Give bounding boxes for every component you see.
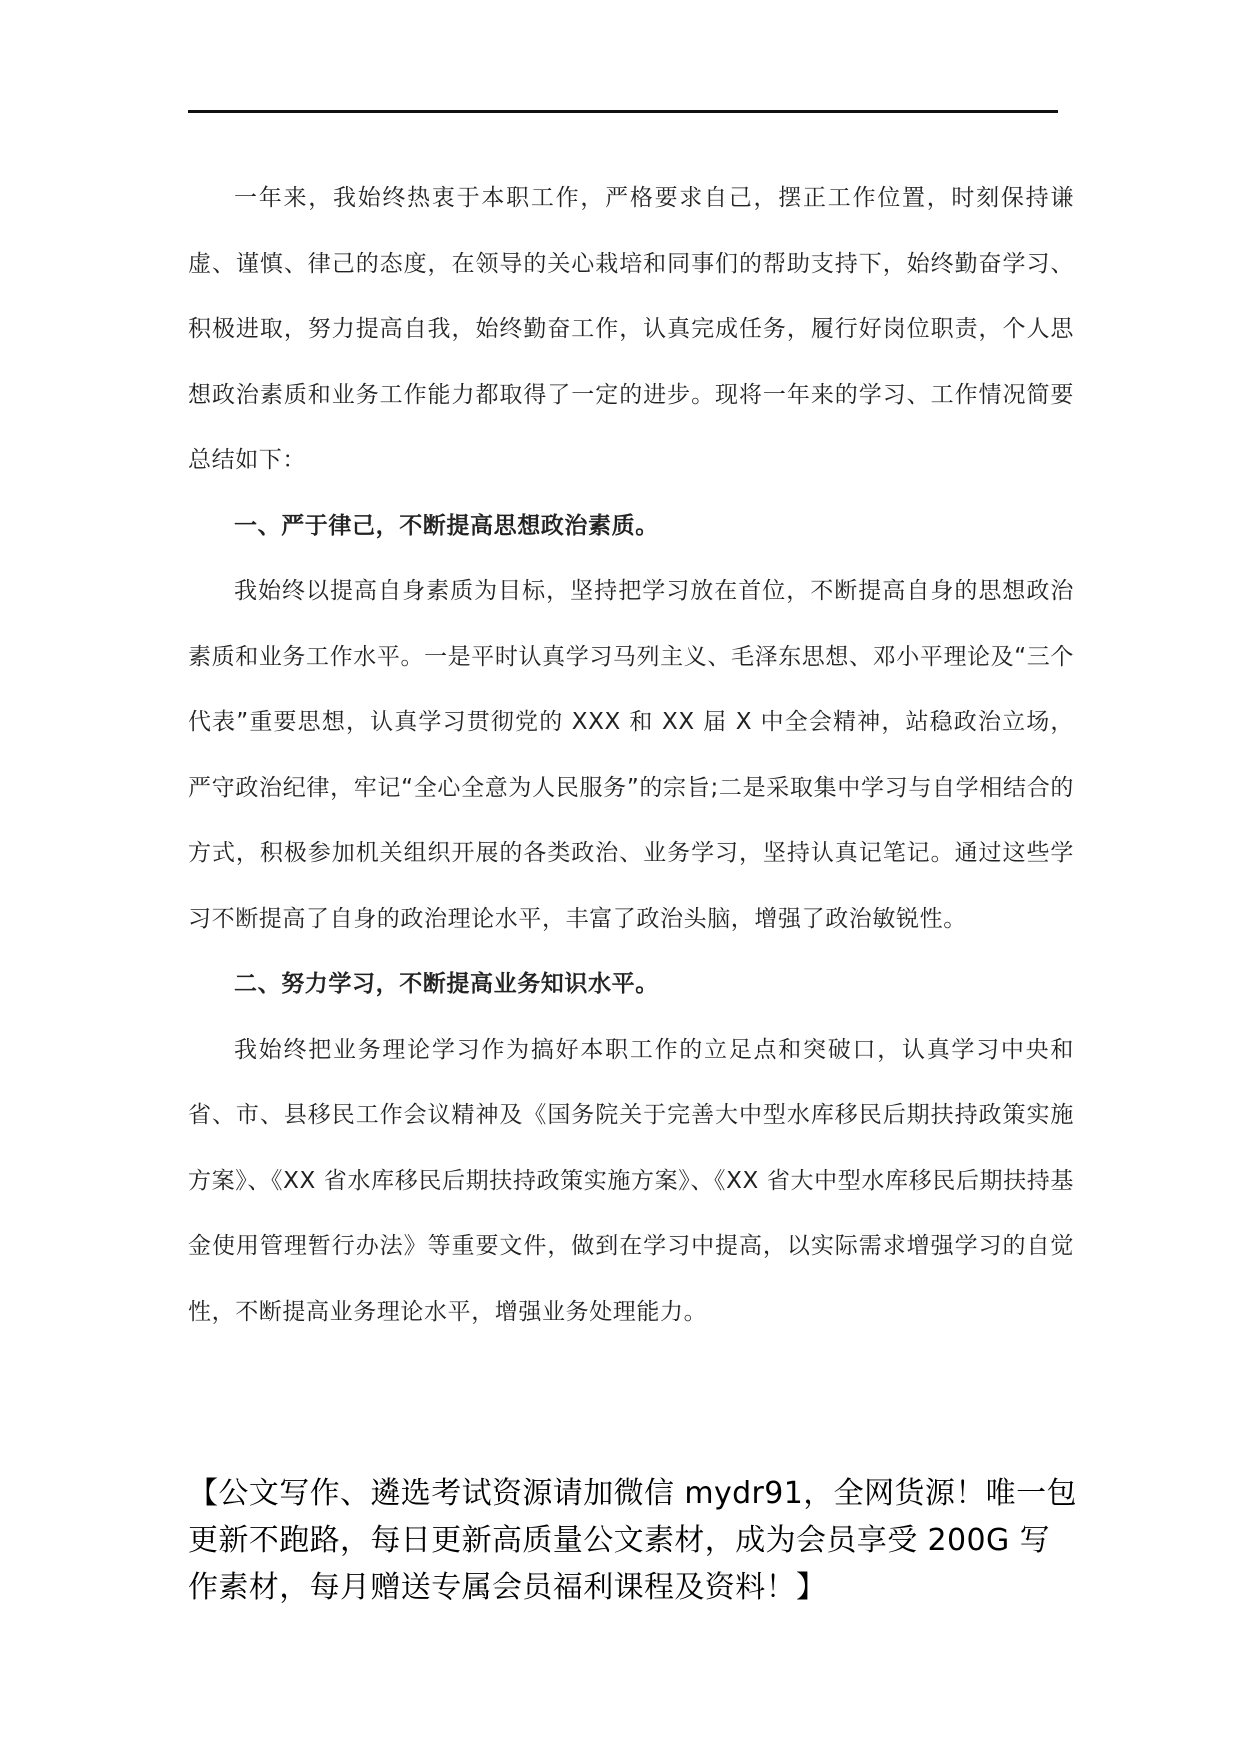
section-heading-2: 二、努力学习，不断提高业务知识水平。 <box>234 971 659 997</box>
section-heading-1: 一、严于律己，不断提高思想政治素质。 <box>234 512 659 539</box>
document-body <box>188 166 1074 1345</box>
intro-paragraph: 一年来，我始终热衷于本职工作，严格要求自己，摆正工作位置，时刻保持谦虚、谨慎、律己的态度，在领导的关心栽培和同事们的帮助支持下，始终勤奋学习、积极进取，努力提高自我，始终勤奋工作，认真完成任务，履行好岗位职责，个人思想政治素质和业务工作能力都取得了一定的进步。现将一年来的学习、工作情况简要总结如下： <box>188 185 1074 473</box>
advert-text: 【公文写作、遴选考试资源请加微信 mydr91，全网货源！唯一包更新不跑路，每日更新高质量公文素材，成为会员享受 200G 写作素材，每月赠送专属会员福利课程及资料！】 <box>188 1476 1077 1605</box>
section-1-paragraph: 我始终以提高自身素质为目标，坚持把学习放在首位，不断提高自身的思想政治素质和业务工作水平。一是平时认真学习马列主义、毛泽东思想、邓小平理论及“三个代表”重要思想，认真学习贯彻党的 XXX 和 XX 届 X 中全会精神，站稳政治立场，严守政治纪律，牢记“全心全意为人民服务”的宗旨;二是采取集中学习与自学相结合的方式，积极参加机关组织开展的各类政治、业务学习，坚持认真记笔记。通过这些学习不断提高了自身的政治理论水平，丰富了政治头脑，增强了政治敏锐性。 <box>188 578 1074 932</box>
header-rule <box>188 110 1058 113</box>
section-2-paragraph: 我始终把业务理论学习作为搞好本职工作的立足点和突破口，认真学习中央和省、市、县移民工作会议精神及《国务院关于完善大中型水库移民后期扶持政策实施方案》、《XX 省水库移民后期扶持政策实施方案》、《XX 省大中型水库移民后期扶持基金使用管理暂行办法》等重要文件，做到在学习中提高，以实际需求增强学习的自觉性，不断提高业务理论水平，增强业务处理能力。 <box>188 1036 1074 1325</box>
